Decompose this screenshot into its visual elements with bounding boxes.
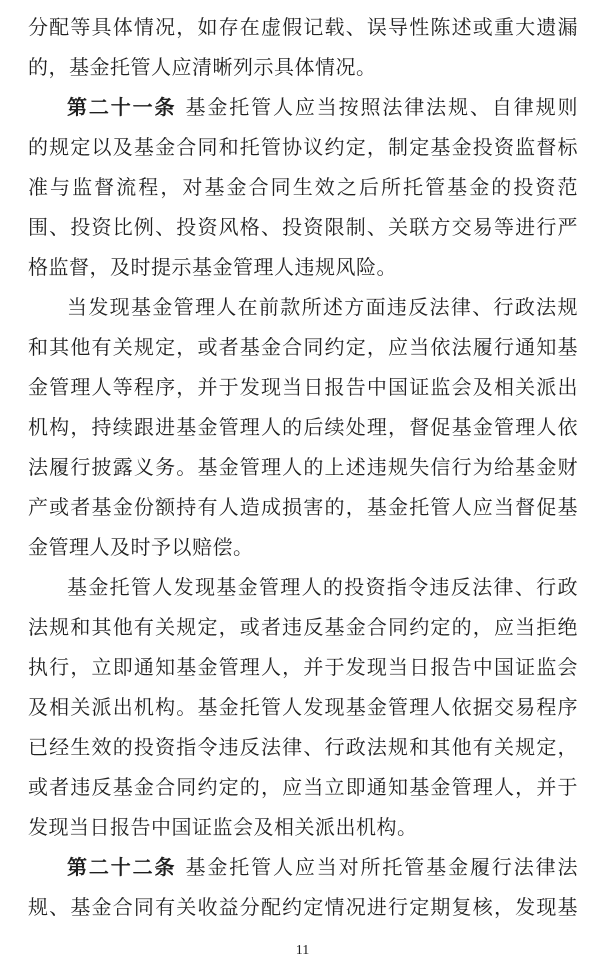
text-line: 围、投资比例、投资风格、投资限制、关联方交易等进行严 bbox=[28, 217, 578, 239]
text-line: 已经生效的投资指令违反法律、行政法规和其他有关规定， bbox=[28, 737, 578, 759]
text-line: 金管理人等程序，并于发现当日报告中国证监会及相关派出 bbox=[28, 377, 578, 399]
article-number-heading: 第二十一条 bbox=[67, 97, 177, 119]
text-line: 金管理人及时予以赔偿。 bbox=[28, 537, 254, 559]
text-line: 机构，持续跟进基金管理人的后续处理，督促基金管理人依 bbox=[28, 417, 578, 439]
text-line-article-21 bbox=[28, 88, 578, 128]
article-text: 基金托管人应当对所托管基金履行法律法 bbox=[185, 857, 578, 879]
text-line: 分配等具体情况，如存在虚假记载、误导性陈述或重大遗漏 bbox=[28, 17, 578, 39]
text-line: 法履行披露义务。基金管理人的上述违规失信行为给基金财 bbox=[28, 457, 578, 479]
text-line: 的规定以及基金合同和托管协议约定，制定基金投资监督标 bbox=[28, 137, 578, 159]
text-line: 格监督，及时提示基金管理人违规风险。 bbox=[28, 257, 397, 279]
text-line: 法规和其他有关规定，或者违反基金合同约定的，应当拒绝 bbox=[28, 617, 578, 639]
text-line: 和其他有关规定，或者基金合同约定，应当依法履行通知基 bbox=[28, 337, 578, 359]
text-line: 规、基金合同有关收益分配约定情况进行定期复核，发现基 bbox=[28, 897, 578, 919]
text-line-article-22 bbox=[28, 848, 578, 888]
article-number-heading: 第二十二条 bbox=[67, 857, 177, 879]
text-line: 或者违反基金合同约定的，应当立即通知基金管理人，并于 bbox=[28, 777, 578, 799]
text-line: 产或者基金份额持有人造成损害的，基金托管人应当督促基 bbox=[28, 497, 578, 519]
article-text: 基金托管人应当按照法律法规、自律规则 bbox=[185, 97, 578, 119]
page-number: 11 bbox=[295, 943, 310, 958]
text-line: 执行，立即通知基金管理人，并于发现当日报告中国证监会 bbox=[28, 657, 578, 679]
text-line: 基金托管人发现基金管理人的投资指令违反法律、行政 bbox=[67, 577, 578, 599]
text-line: 准与监督流程，对基金合同生效之后所托管基金的投资范 bbox=[28, 177, 578, 199]
text-line: 的，基金托管人应清晰列示具体情况。 bbox=[28, 57, 377, 79]
text-line: 当发现基金管理人在前款所述方面违反法律、行政法规 bbox=[67, 297, 578, 319]
text-line: 发现当日报告中国证监会及相关派出机构。 bbox=[28, 817, 418, 839]
text-line: 及相关派出机构。基金托管人发现基金管理人依据交易程序 bbox=[28, 697, 578, 719]
